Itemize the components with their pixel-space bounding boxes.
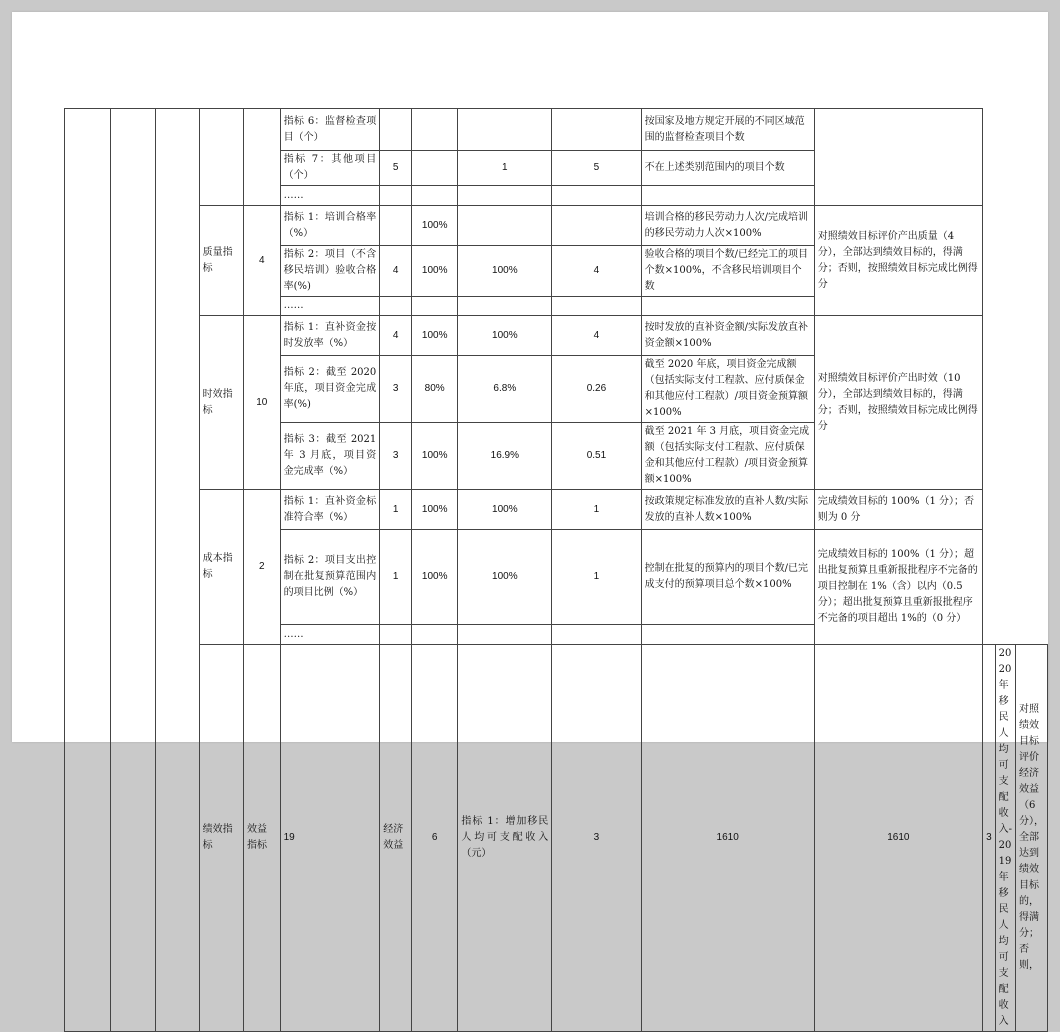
indicator-cell: 指标 3：截至 2021 年 3 月底，项目资金完成率（%） xyxy=(280,423,380,490)
indicator-cell: …… xyxy=(280,625,380,645)
document-page xyxy=(12,12,1048,1027)
criteria-cell: 完成绩效目标的 100%（1 分）；否则为 0 分 xyxy=(814,490,982,530)
desc-cell: 按政策规定标准发放的直补人数/实际发放的直补人数×100% xyxy=(641,490,814,530)
desc-cell: 培训合格的移民劳动力人次/完成培训的移民劳动力人次×100% xyxy=(641,206,814,246)
criteria-cell: 对照绩效目标评价产出时效（10 分），全部达到绩效目标的，得满分；否则，按照绩效目标完成比例得分 xyxy=(814,316,982,490)
criteria-cell: 完成绩效目标的 100%（1 分）；超出批复预算且重新报批程序不完备的项目控制在 1%（含）以内（0.5 分）；超出批复预算且重新报批程序不完备的项目超出 1%的（0 分） xyxy=(814,530,982,645)
indicator-cell: 指标 2：项目（不含移民培训）验收合格率(%) xyxy=(280,246,380,297)
actual-cell xyxy=(458,206,552,246)
score-cell xyxy=(552,109,641,151)
category-weight-cell: 2 xyxy=(244,490,281,645)
level2-cell: 效益指标 xyxy=(244,645,281,1032)
level2-score-cell-blank xyxy=(156,109,199,1032)
performance-evaluation-table xyxy=(64,108,1048,1032)
level2-score-cell: 19 xyxy=(280,645,380,1032)
category-cell: 经济效益 xyxy=(380,645,412,1032)
desc-cell: 截至 2021 年 3 月底，项目资金完成额（包括实际支付工程款、应付质保金和其他应付工程款）/项目资金预算额×100% xyxy=(641,423,814,490)
score-cell: 0.26 xyxy=(552,356,641,423)
weight-cell: 4 xyxy=(380,316,412,356)
score-cell: 4 xyxy=(552,246,641,297)
score-cell: 0.51 xyxy=(552,423,641,490)
indicator-cell: 指标 2：项目支出控制在批复预算范围内的项目比例（%） xyxy=(280,530,380,625)
weight-cell: 5 xyxy=(380,151,412,186)
category-weight-blank xyxy=(244,109,281,206)
indicator-cell: 指标 6：监督检查项目（个） xyxy=(280,109,380,151)
actual-cell: 100% xyxy=(458,316,552,356)
actual-cell: 6.8% xyxy=(458,356,552,423)
desc-cell: 不在上述类别范围内的项目个数 xyxy=(641,151,814,186)
table-row xyxy=(65,206,1048,246)
weight-cell: 3 xyxy=(552,645,641,1032)
weight-cell: 1 xyxy=(380,490,412,530)
desc-cell: 按国家及地方规定开展的不同区域范围的监督检查项目个数 xyxy=(641,109,814,151)
category-cell-blank xyxy=(199,109,243,206)
indicator-cell: 指标 1：增加移民人均可支配收入（元） xyxy=(458,645,552,1032)
score-cell: 1 xyxy=(552,490,641,530)
indicator-cell: 指标 2：截至 2020 年底，项目资金完成率(%) xyxy=(280,356,380,423)
category-weight-cell: 6 xyxy=(411,645,457,1032)
actual-cell: 1 xyxy=(458,151,552,186)
level1-cell-blank xyxy=(65,109,111,1032)
weight-cell xyxy=(380,206,412,246)
category-weight-cell: 4 xyxy=(244,206,281,316)
target-cell: 100% xyxy=(411,423,457,490)
actual-cell: 16.9% xyxy=(458,423,552,490)
target-cell: 100% xyxy=(411,530,457,625)
desc-cell: 2020 年移民人均可支配收入-2019 年移民人均可支配收入 xyxy=(995,645,1015,1032)
target-cell xyxy=(411,151,457,186)
actual-cell: 100% xyxy=(458,490,552,530)
indicator-cell: …… xyxy=(280,186,380,206)
target-cell: 100% xyxy=(411,206,457,246)
target-cell: 100% xyxy=(411,246,457,297)
indicator-cell: 指标 1：培训合格率（%） xyxy=(280,206,380,246)
desc-cell: 验收合格的项目个数/已经完工的项目个数×100%，不含移民培训项目个数 xyxy=(641,246,814,297)
score-cell: 4 xyxy=(552,316,641,356)
target-cell: 1610 xyxy=(641,645,814,1032)
score-cell: 3 xyxy=(983,645,996,1032)
indicator-cell: 指标 1：直补资金标准符合率（%） xyxy=(280,490,380,530)
score-cell xyxy=(552,206,641,246)
target-cell: 100% xyxy=(411,316,457,356)
indicator-cell: 指标 7：其他项目（个） xyxy=(280,151,380,186)
weight-cell: 3 xyxy=(380,356,412,423)
target-cell: 80% xyxy=(411,356,457,423)
indicator-cell: 指标 1：直补资金按时发放率（%） xyxy=(280,316,380,356)
table-row xyxy=(65,109,1048,151)
table-row xyxy=(65,645,1048,1032)
category-cell: 成本指标 xyxy=(199,490,243,645)
score-cell: 1 xyxy=(552,530,641,625)
actual-cell: 1610 xyxy=(814,645,982,1032)
category-cell: 质量指标 xyxy=(199,206,243,316)
level2-cell-blank xyxy=(111,109,156,1032)
actual-cell: 100% xyxy=(458,246,552,297)
actual-cell xyxy=(458,109,552,151)
desc-cell: 截至 2020 年底，项目资金完成额（包括实际支付工程款、应付质保金和其他应付工程款）/项目资金预算额×100% xyxy=(641,356,814,423)
table-row xyxy=(65,490,1048,530)
weight-cell: 4 xyxy=(380,246,412,297)
weight-cell: 3 xyxy=(380,423,412,490)
desc-cell: 按时发放的直补资金额/实际发放直补资金额×100% xyxy=(641,316,814,356)
criteria-cell-blank xyxy=(814,109,982,206)
criteria-cell: 对照绩效目标评价经济效益（6 分），全部达到绩效目标的，得满分；否则， xyxy=(1016,645,1048,1032)
weight-cell: 1 xyxy=(380,530,412,625)
weight-cell xyxy=(380,109,412,151)
category-weight-cell: 10 xyxy=(244,316,281,490)
score-cell: 5 xyxy=(552,151,641,186)
indicator-cell: …… xyxy=(280,297,380,316)
target-cell xyxy=(411,109,457,151)
desc-cell: 控制在批复的预算内的项目个数/已完成支付的预算项目总个数×100% xyxy=(641,530,814,625)
category-cell: 时效指标 xyxy=(199,316,243,490)
target-cell: 100% xyxy=(411,490,457,530)
level1-cell: 绩效指标 xyxy=(199,645,243,1032)
table-row xyxy=(65,316,1048,356)
criteria-cell: 对照绩效目标评价产出质量（4 分），全部达到绩效目标的，得满分；否则，按照绩效目标完成比例得分 xyxy=(814,206,982,316)
actual-cell: 100% xyxy=(458,530,552,625)
